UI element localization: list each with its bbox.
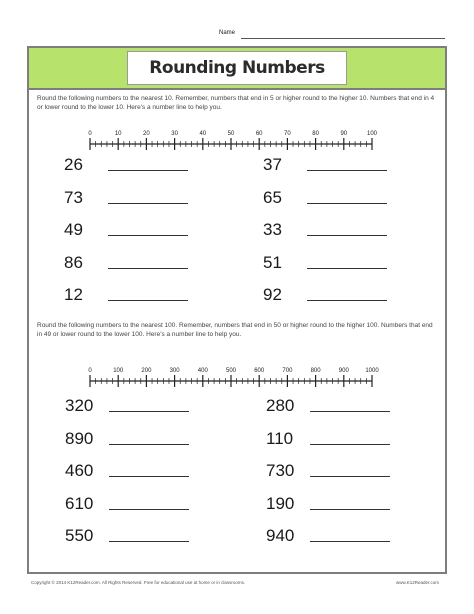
problem-number: 65 bbox=[263, 187, 282, 207]
problem-number: 51 bbox=[263, 252, 282, 272]
problem-number: 33 bbox=[263, 220, 282, 239]
number-line-svg bbox=[88, 124, 380, 154]
problem-number: 550 bbox=[65, 526, 94, 545]
tick-label: 100 bbox=[366, 131, 378, 137]
number-line-svg bbox=[88, 361, 380, 391]
tick-label: 80 bbox=[312, 131, 319, 137]
problem-item bbox=[266, 494, 390, 514]
answer-line[interactable] bbox=[307, 267, 387, 269]
footer-url: www.K12Reader.com bbox=[396, 580, 440, 585]
problem-number: 73 bbox=[64, 187, 83, 207]
tick-label: 800 bbox=[310, 368, 321, 374]
tick-label: 60 bbox=[255, 131, 263, 137]
answer-line[interactable] bbox=[307, 234, 387, 236]
tick-label: 40 bbox=[199, 131, 207, 137]
problem-number: 92 bbox=[263, 285, 282, 304]
problem-number: 890 bbox=[65, 428, 94, 448]
answer-line[interactable] bbox=[108, 169, 188, 171]
tick-label: 400 bbox=[197, 368, 208, 374]
tick-label: 10 bbox=[114, 131, 122, 137]
problem-number: 12 bbox=[64, 285, 83, 304]
problem-item bbox=[64, 285, 188, 305]
problem-number: 610 bbox=[65, 493, 94, 513]
answer-line[interactable] bbox=[108, 267, 188, 269]
answer-line[interactable] bbox=[109, 443, 189, 445]
problem-item bbox=[64, 253, 188, 273]
section1-instructions: Round the following numbers to the nearest 10. Remember, numbers that end in 5 or higher round to the higher 10. Numbers that end in 4 or lower round to the lower 10. Here's a number line to help you. bbox=[37, 95, 435, 111]
problem-number: 460 bbox=[65, 461, 94, 480]
number-line-hundreds bbox=[88, 361, 380, 391]
answer-line[interactable] bbox=[310, 443, 390, 445]
tick-label: 700 bbox=[282, 368, 293, 374]
problem-number: 940 bbox=[266, 526, 295, 545]
tick-label: 1000 bbox=[365, 368, 379, 374]
problem-item bbox=[64, 155, 188, 175]
name-line bbox=[241, 38, 445, 39]
answer-line[interactable] bbox=[109, 540, 189, 542]
problem-item bbox=[266, 526, 390, 546]
tick-label: 50 bbox=[227, 131, 235, 137]
answer-line[interactable] bbox=[109, 475, 189, 477]
problem-item bbox=[263, 220, 387, 240]
tick-label: 200 bbox=[141, 368, 152, 374]
problem-item bbox=[64, 188, 188, 208]
problem-number: 190 bbox=[266, 493, 295, 513]
problem-item bbox=[263, 188, 387, 208]
tick-label: 90 bbox=[340, 131, 348, 137]
problem-item bbox=[64, 220, 188, 240]
problem-item bbox=[263, 253, 387, 273]
tick-label: 30 bbox=[171, 131, 178, 137]
tick-label: 0 bbox=[88, 131, 92, 137]
tick-label: 20 bbox=[143, 131, 150, 137]
problem-item bbox=[65, 396, 189, 416]
problem-item bbox=[263, 155, 387, 175]
page-title: Rounding Numbers bbox=[127, 51, 347, 85]
tick-label: 300 bbox=[169, 368, 180, 374]
problem-number: 86 bbox=[64, 252, 83, 272]
problem-item bbox=[263, 285, 387, 305]
tick-label: 70 bbox=[284, 131, 291, 137]
answer-line[interactable] bbox=[108, 299, 188, 301]
tick-label: 100 bbox=[113, 368, 124, 374]
problem-number: 730 bbox=[266, 461, 295, 480]
problem-item bbox=[65, 461, 189, 481]
tick-label: 500 bbox=[225, 368, 237, 374]
tick-label: 600 bbox=[254, 368, 265, 374]
problem-number: 280 bbox=[266, 396, 295, 415]
problem-item bbox=[266, 429, 390, 449]
name-label: Name bbox=[219, 30, 236, 36]
problem-item bbox=[266, 396, 390, 416]
answer-line[interactable] bbox=[310, 410, 390, 412]
problem-item bbox=[65, 429, 189, 449]
answer-line[interactable] bbox=[310, 508, 390, 510]
problem-number: 110 bbox=[266, 428, 294, 448]
answer-line[interactable] bbox=[307, 202, 387, 204]
tick-label: 0 bbox=[88, 368, 92, 374]
answer-line[interactable] bbox=[109, 410, 189, 412]
answer-line[interactable] bbox=[310, 540, 390, 542]
answer-line[interactable] bbox=[109, 508, 189, 510]
tick-label: 900 bbox=[338, 368, 349, 374]
answer-line[interactable] bbox=[307, 299, 387, 301]
answer-line[interactable] bbox=[307, 169, 387, 171]
section2-instructions: Round the following numbers to the nearest 100. Remember, numbers that end in 50 or higher round to the higher 100. Numbers that end in 49 or lower round to the lower 100. Here's a number line to help you. bbox=[37, 322, 433, 338]
problem-item bbox=[65, 526, 189, 546]
problem-number: 320 bbox=[65, 396, 94, 415]
name-field bbox=[219, 30, 445, 42]
problem-number: 37 bbox=[263, 155, 282, 174]
problem-item bbox=[266, 461, 390, 481]
answer-line[interactable] bbox=[108, 202, 188, 204]
footer-copyright: Copyright © 2014 K12Reader.com. All Rights Reserved. Free for educational use at home or in classrooms. bbox=[31, 580, 246, 585]
problem-item bbox=[65, 494, 189, 514]
problem-number: 26 bbox=[64, 155, 83, 174]
problem-number: 49 bbox=[64, 220, 83, 239]
number-line-tens bbox=[88, 124, 380, 154]
answer-line[interactable] bbox=[310, 475, 390, 477]
answer-line[interactable] bbox=[108, 234, 188, 236]
